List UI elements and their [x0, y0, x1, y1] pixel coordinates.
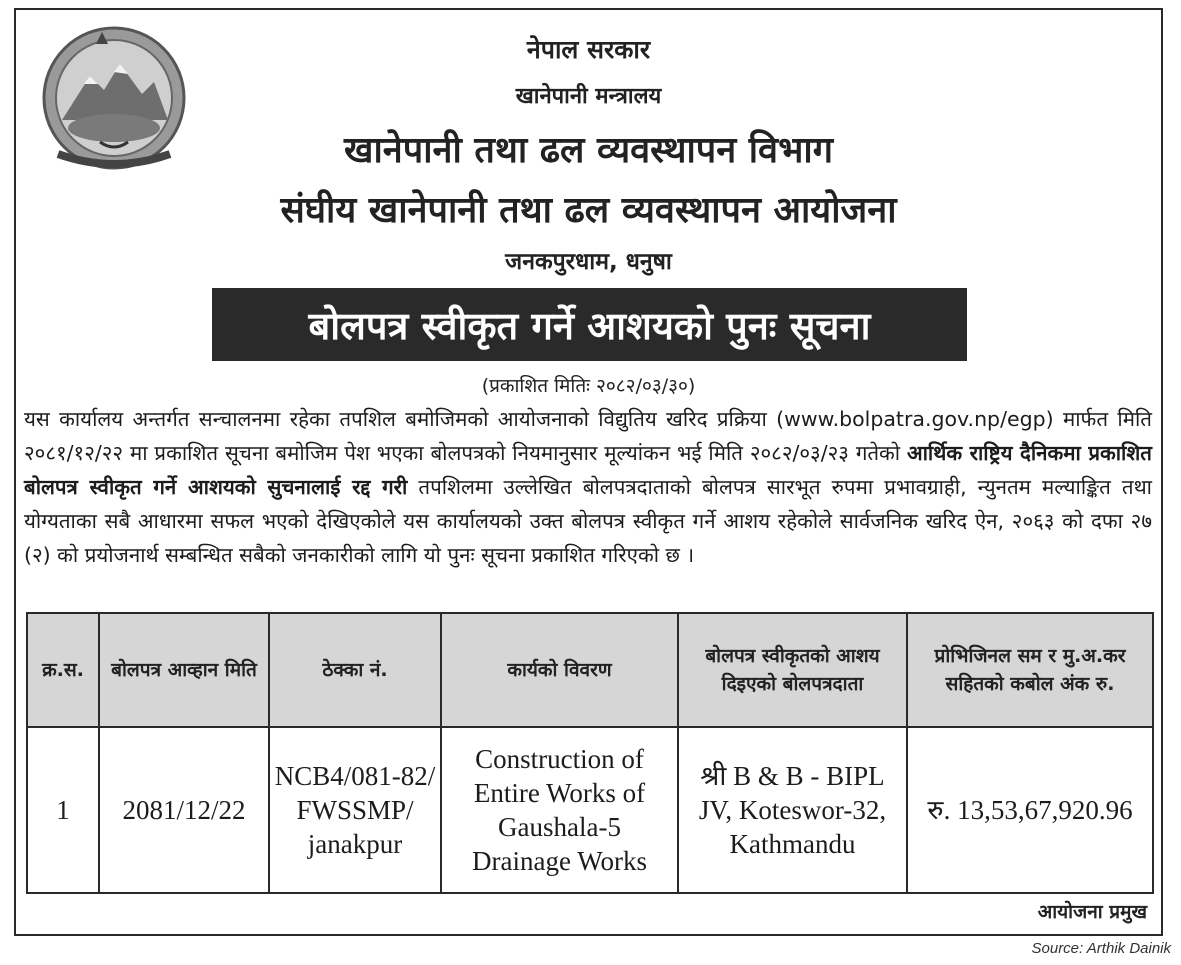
header-sn: क्र.स.	[27, 613, 99, 727]
ministry-name: खानेपानी मन्त्रालय	[515, 84, 662, 109]
cell-bidder: श्री B & B - BIPL JV, Koteswor-32, Kathmandu	[678, 727, 907, 893]
project-name: संघीय खानेपानी तथा ढल व्यवस्थापन आयोजना	[280, 190, 897, 231]
cell-sn: 1	[27, 727, 99, 893]
government-name: नेपाल सरकार	[526, 35, 651, 64]
header-description: कार्यको विवरण	[441, 613, 678, 727]
table-row	[27, 727, 1153, 893]
cell-amount: रु. 13,53,67,920.96	[907, 727, 1153, 893]
notice-body-part1: यस कार्यालय अन्तर्गत सन्चालनमा रहेका तपशिल बमोजिमको आयोजनाको विद्युतिय खरिद प्रक्रिया (www.bolpatra.gov.np/egp) मार्फत मिति २०८१/१२/२२ मा प्रकाशित सूचना बमोजिम पेश भएका बोलपत्रको नियमानुसार मूल्यांकन भई मिति २०८२/०३/२३ गतेको	[24, 407, 1152, 465]
office-location: जनकपुरधाम, धनुषा	[505, 249, 672, 275]
source-credit: Source: Arthik Dainik	[1031, 940, 1171, 957]
table-header-row	[27, 613, 1153, 727]
tender-table	[26, 612, 1154, 894]
header-invitation-date: बोलपत्र आव्हान मिति	[99, 613, 269, 727]
notice-title-banner	[212, 288, 967, 361]
header-contract-no: ठेक्का नं.	[269, 613, 441, 727]
cell-contract-no: NCB4/081-82/ FWSSMP/ janakpur	[269, 727, 441, 893]
published-date: (प्रकाशित मितिः २०८२/०३/३०)	[481, 375, 696, 397]
cell-invitation-date: 2081/12/22	[99, 727, 269, 893]
department-name: खानेपानी तथा ढल व्यवस्थापन विभाग	[344, 130, 833, 171]
header-bidder: बोलपत्र स्वीकृतको आशय दिइएको बोलपत्रदाता	[678, 613, 907, 727]
header-amount: प्रोभिजिनल सम र मु.अ.कर सहितको कबोल अंक रु.	[907, 613, 1153, 727]
notice-body-part2: तपशिलमा उल्लेखित बोलपत्रदाताको बोलपत्र सारभूत रुपमा प्रभावग्राही, न्युनतम मल्याङ्कित तथा योग्यताका सबै आधारमा सफल भएको देखिएकोले यस कार्यालयको उक्त बोलपत्र स्वीकृत गर्ने आशय रहेकोले सार्वजनिक खरिद ऐन, २०६३ को दफा २७ (२) को प्रयोजनार्थ सम्बन्धित सबैको जनकारीको लागि यो पुनः सूचना प्रकाशित गरिएको छ ।	[24, 475, 1152, 567]
notice-body-bold: आर्थिक राष्ट्रिय दैनिकमा प्रकाशित बोलपत्र स्वीकृत गर्ने आशयको सुचनालाई रद्द गरी	[24, 441, 1152, 499]
signature-project-chief: आयोजना प्रमुख	[1037, 901, 1147, 923]
notice-title: बोलपत्र स्वीकृत गर्ने आशयको पुनः सूचना	[308, 303, 871, 348]
cell-description: Construction of Entire Works of Gaushala-5 Drainage Works	[441, 727, 678, 893]
notice-frame	[14, 8, 1163, 936]
notice-body	[24, 402, 1152, 572]
